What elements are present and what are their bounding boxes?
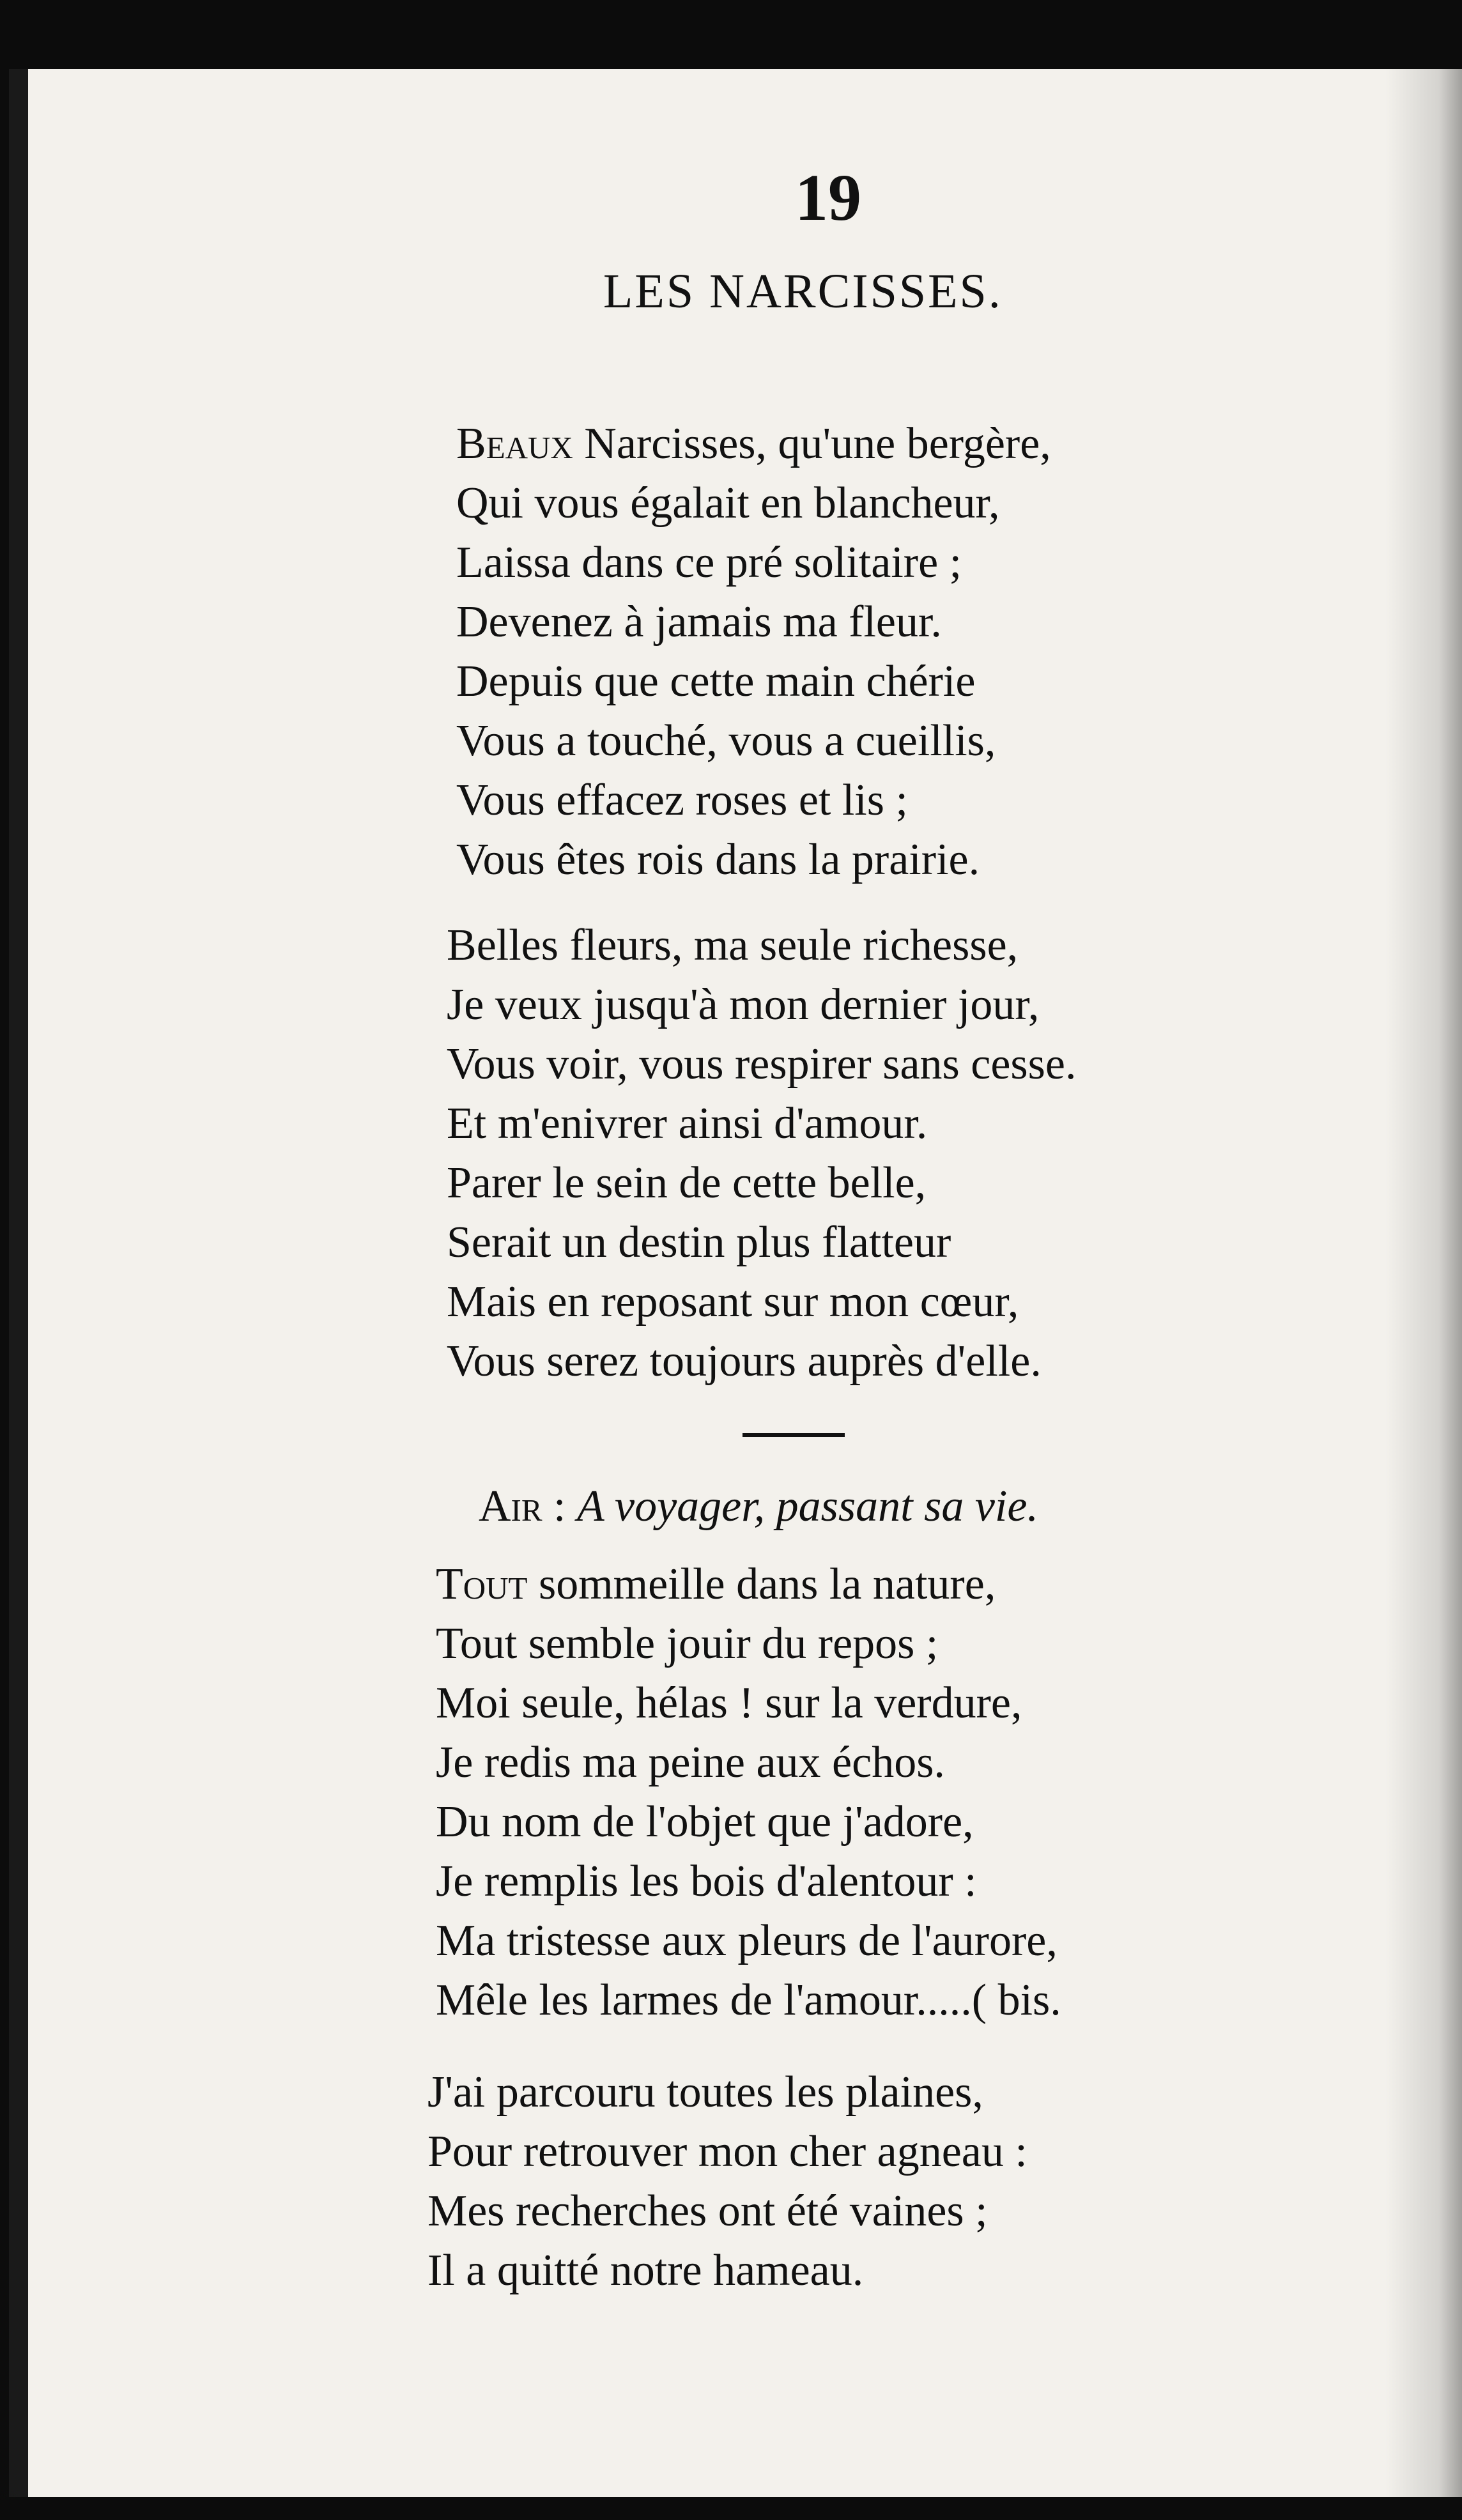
verse-line: Tout semble jouir du repos ; [436, 1619, 939, 1668]
song1-stanza1 [456, 414, 1051, 889]
verse-line: Vous a touché, vous a cueillis, [456, 716, 996, 765]
page-edge-shadow [1385, 69, 1462, 2497]
binding-gutter [9, 69, 28, 2497]
verse-line: Parer le sein de cette belle, [447, 1158, 927, 1208]
verse-line: Belles fleurs, ma seule richesse, [447, 921, 1019, 970]
verse-line: Qui vous égalait en blancheur, [456, 479, 1000, 528]
verse-line: Ma tristesse aux pleurs de l'aurore, [436, 1916, 1058, 1965]
verse-line: Je remplis les bois d'alentour : [436, 1857, 977, 1906]
section-divider [743, 1433, 845, 1437]
air-heading [479, 1484, 1038, 1529]
verse-line: Il a quitté notre hameau. [427, 2246, 864, 2295]
verse-line: Serait un destin plus flatteur [447, 1218, 951, 1267]
verse-line [436, 1555, 1061, 1614]
verse-line: Laissa dans ce pré solitaire ; [456, 538, 962, 587]
verse-line: J'ai parcouru toutes les plaines, [427, 2068, 983, 2117]
poem-title: LES NARCISSES. [603, 265, 1003, 318]
song2-stanza2 [427, 2063, 1027, 2300]
air-label: Air : [479, 1482, 566, 1531]
verse-line: Je veux jusqu'à mon dernier jour, [447, 980, 1040, 1029]
verse-line [456, 414, 1051, 473]
song2-stanza1 [436, 1555, 1061, 2030]
verse-line-rest: Narcisses, qu'une bergère, [573, 419, 1051, 468]
drop-word: Tout [436, 1560, 528, 1609]
air-title: A voyager, passant sa vie. [577, 1482, 1038, 1531]
verse-line: Vous effacez roses et lis ; [456, 776, 908, 825]
verse-line: Mes recherches ont été vaines ; [427, 2186, 988, 2236]
verse-line: Mais en reposant sur mon cœur, [447, 1277, 1019, 1326]
verse-line-rest: sommeille dans la nature, [527, 1560, 996, 1609]
song1-stanza2 [447, 916, 1076, 1391]
verse-line: Pour retrouver mon cher agneau : [427, 2127, 1027, 2176]
verse-line: Je redis ma peine aux échos. [436, 1738, 945, 1787]
verse-line: Vous serez toujours auprès d'elle. [447, 1337, 1042, 1386]
verse-line: Vous voir, vous respirer sans cesse. [447, 1040, 1077, 1089]
verse-line: Devenez à jamais ma fleur. [456, 597, 942, 647]
verse-line: Vous êtes rois dans la prairie. [456, 835, 980, 884]
book-page [9, 69, 1462, 2497]
page-number: 19 [795, 161, 861, 234]
drop-word: Beaux [456, 419, 573, 468]
verse-line: Moi seule, hélas ! sur la verdure, [436, 1679, 1022, 1728]
verse-line: Mêle les larmes de l'amour.....( bis. [436, 1976, 1061, 2025]
verse-line: Du nom de l'objet que j'adore, [436, 1797, 974, 1847]
verse-line: Depuis que cette main chérie [456, 657, 976, 706]
verse-line: Et m'enivrer ainsi d'amour. [447, 1099, 928, 1148]
